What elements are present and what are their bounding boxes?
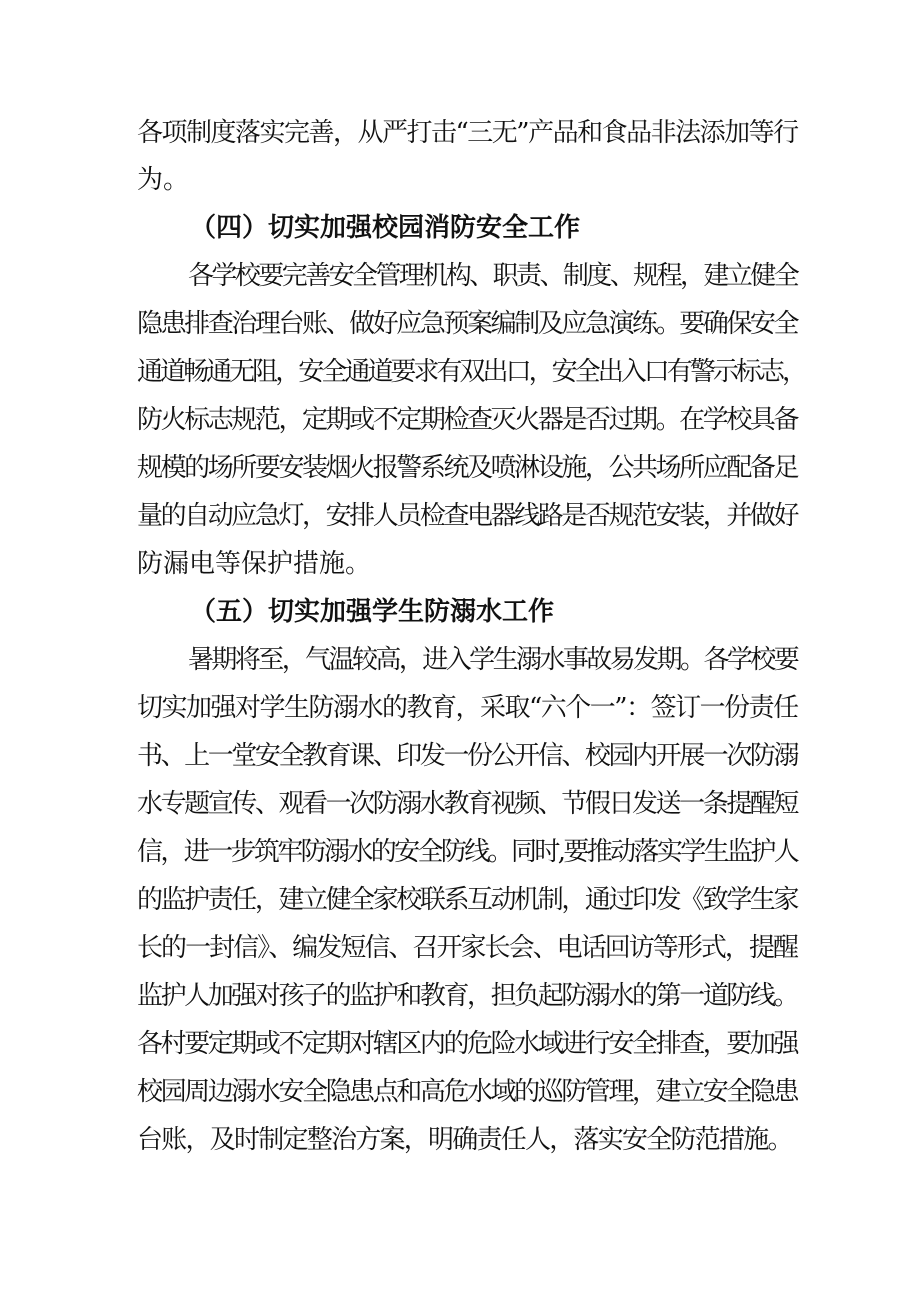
paragraph-line: 暑期将至，气温较高，进入学生溺水事故易发期。各学校要 (188, 645, 797, 675)
paragraph-line: 隐患排查治理台账、做好应急预案编制及应急演练。要确保安全 (137, 309, 797, 339)
paragraph-line: 防火标志规范，定期或不定期检查灭火器是否过期。在学校具备 (137, 405, 797, 435)
paragraph-line: 长的一封信》、编发短信、召开家长会、电话回访等形式，提醒 (137, 933, 797, 963)
paragraph-line: 监护人加强对孩子的监护和教育，担负起防溺水的第一道防线。 (137, 981, 797, 1011)
paragraph-line: 为。 (137, 165, 190, 195)
paragraph-line: 防漏电等保护措施。 (137, 549, 372, 579)
paragraph-line: 切实加强对学生防溺水的教育，采取“六个一”：签订一份责任 (137, 693, 798, 723)
section-heading-4: （四）切实加强校园消防安全工作 (190, 213, 581, 243)
paragraph-line: 各学校要完善安全管理机构、职责、制度、规程，建立健全 (188, 261, 797, 291)
paragraph-line: 各项制度落实完善，从严打击“三无”产品和食品非法添加等行 (137, 118, 798, 148)
paragraph-line: 通道畅通无阻，安全通道要求有双出口，安全出入口有警示标志， (137, 357, 805, 387)
paragraph-line: 信，进一步筑牢防溺水的安全防线。同时,要推动落实学生监护人 (137, 837, 797, 867)
paragraph-line: 量的自动应急灯，安排人员检查电器线路是否规范安装，并做好 (137, 501, 797, 531)
paragraph-line: 校园周边溺水安全隐患点和高危水域的巡防管理，建立安全隐患 (137, 1077, 797, 1107)
paragraph-line: 书、上一堂安全教育课、印发一份公开信、校园内开展一次防溺 (137, 741, 797, 771)
section-heading-5: （五）切实加强学生防溺水工作 (190, 597, 555, 627)
paragraph-line: 水专题宣传、观看一次防溺水教育视频、节假日发送一条提醒短 (137, 789, 797, 819)
paragraph-line: 规模的场所要安装烟火报警系统及喷淋设施，公共场所应配备足 (137, 453, 797, 483)
paragraph-line: 各村要定期或不定期对辖区内的危险水域进行安全排查，要加强 (137, 1029, 797, 1059)
paragraph-line: 台账，及时制定整治方案，明确责任人，落实安全防范措施。 (137, 1125, 792, 1155)
paragraph-line: 的监护责任，建立健全家校联系互动机制，通过印发《致学生家 (137, 885, 797, 915)
